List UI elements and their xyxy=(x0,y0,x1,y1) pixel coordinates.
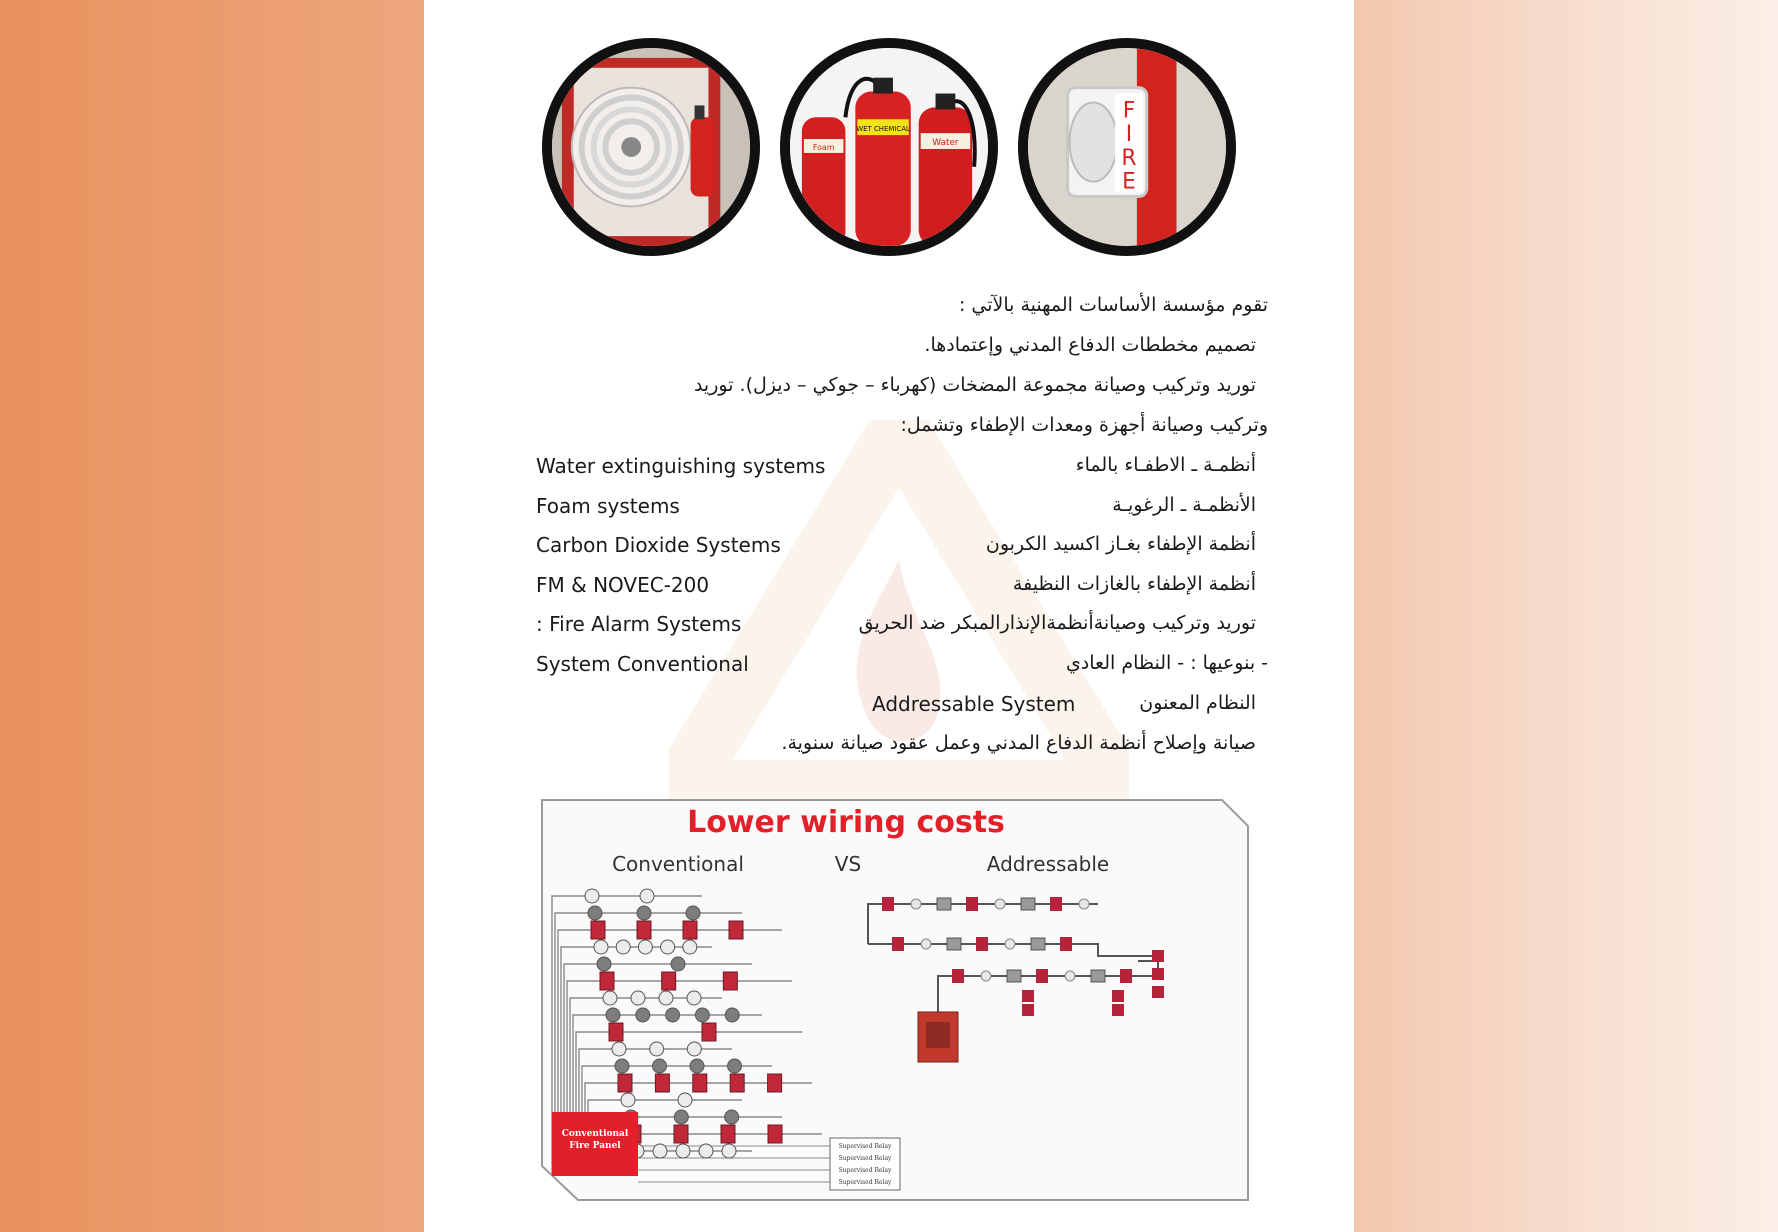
hose-reel-photo xyxy=(542,38,760,256)
panel-label-1: Conventional xyxy=(561,1129,629,1139)
relay-label-1: Supervised Relay xyxy=(838,1155,892,1162)
foam-label: Foam xyxy=(812,142,835,152)
wet-chemical-label: WET CHEMICAL xyxy=(856,125,910,134)
system-ar-3: أنظمة الإطفاء بالغازات النظيفة xyxy=(1012,573,1256,595)
system-ar-4: توريد وتركيب وصيانةأنظمةالإنذارالمبكر ضد الحريق xyxy=(858,612,1256,634)
conventional-label: Conventional xyxy=(612,852,744,876)
document-page xyxy=(424,0,1354,1232)
relay-label-2: Supervised Relay xyxy=(838,1167,892,1174)
diagram-title: Lower wiring costs xyxy=(687,805,1005,840)
panel-label-2: Fire Panel xyxy=(569,1141,621,1151)
system-en-0: Water extinguishing systems xyxy=(536,454,826,478)
extinguishers-photo xyxy=(780,38,998,256)
relay-boxes xyxy=(830,1138,900,1190)
relay-label-3: Supervised Relay xyxy=(838,1179,892,1186)
addressable-label: Addressable xyxy=(986,852,1110,876)
system-ar-2: أنظمة الإطفاء بغـاز اكسيد الكربون xyxy=(985,533,1256,555)
system-en-4: : Fire Alarm Systems xyxy=(536,612,742,636)
system-ar-0: أنظمـة ـ الاطفـاء بالماء xyxy=(1075,454,1256,476)
maintenance-text: صيانة وإصلاح أنظمة الدفاع المدني وعمل عقود صيانة سنوية. xyxy=(781,732,1256,754)
system-en-5: System Conventional xyxy=(536,652,749,676)
fire-alarm-photo xyxy=(1018,38,1236,256)
right-background xyxy=(1354,0,1778,1232)
system-ar-1: الأنظمـة ـ الرغويـة xyxy=(1112,494,1256,516)
system-ar-5: - بنوعيها : - النظام العادي xyxy=(1065,652,1268,674)
wiring-diagram xyxy=(538,796,1252,1204)
fire-alarm-label: F I R E xyxy=(1121,98,1137,195)
vs-label: VS xyxy=(834,852,862,876)
addressable-en: Addressable System xyxy=(872,692,1076,716)
system-en-3: FM & NOVEC-200 xyxy=(536,573,710,597)
service-pumps: توريد وتركيب وصيانة مجموعة المضخات (كهرباء – جوكي – ديزل). توريد xyxy=(693,374,1256,396)
intro-text: تقوم مؤسسة الأساسات المهنية بالآتي : xyxy=(958,294,1268,316)
service-equipment: وتركيب وصيانة أجهزة ومعدات الإطفاء وتشمل: xyxy=(900,414,1268,436)
system-en-2: Carbon Dioxide Systems xyxy=(536,533,781,557)
addressable-ar: النظام المعنون xyxy=(1139,692,1256,714)
relay-label-0: Supervised Relay xyxy=(838,1143,892,1150)
water-label: Water xyxy=(932,138,959,149)
system-en-1: Foam systems xyxy=(536,494,680,518)
left-background xyxy=(0,0,424,1232)
service-design: تصميم مخططات الدفاع المدني وإعتمادها. xyxy=(924,334,1256,356)
